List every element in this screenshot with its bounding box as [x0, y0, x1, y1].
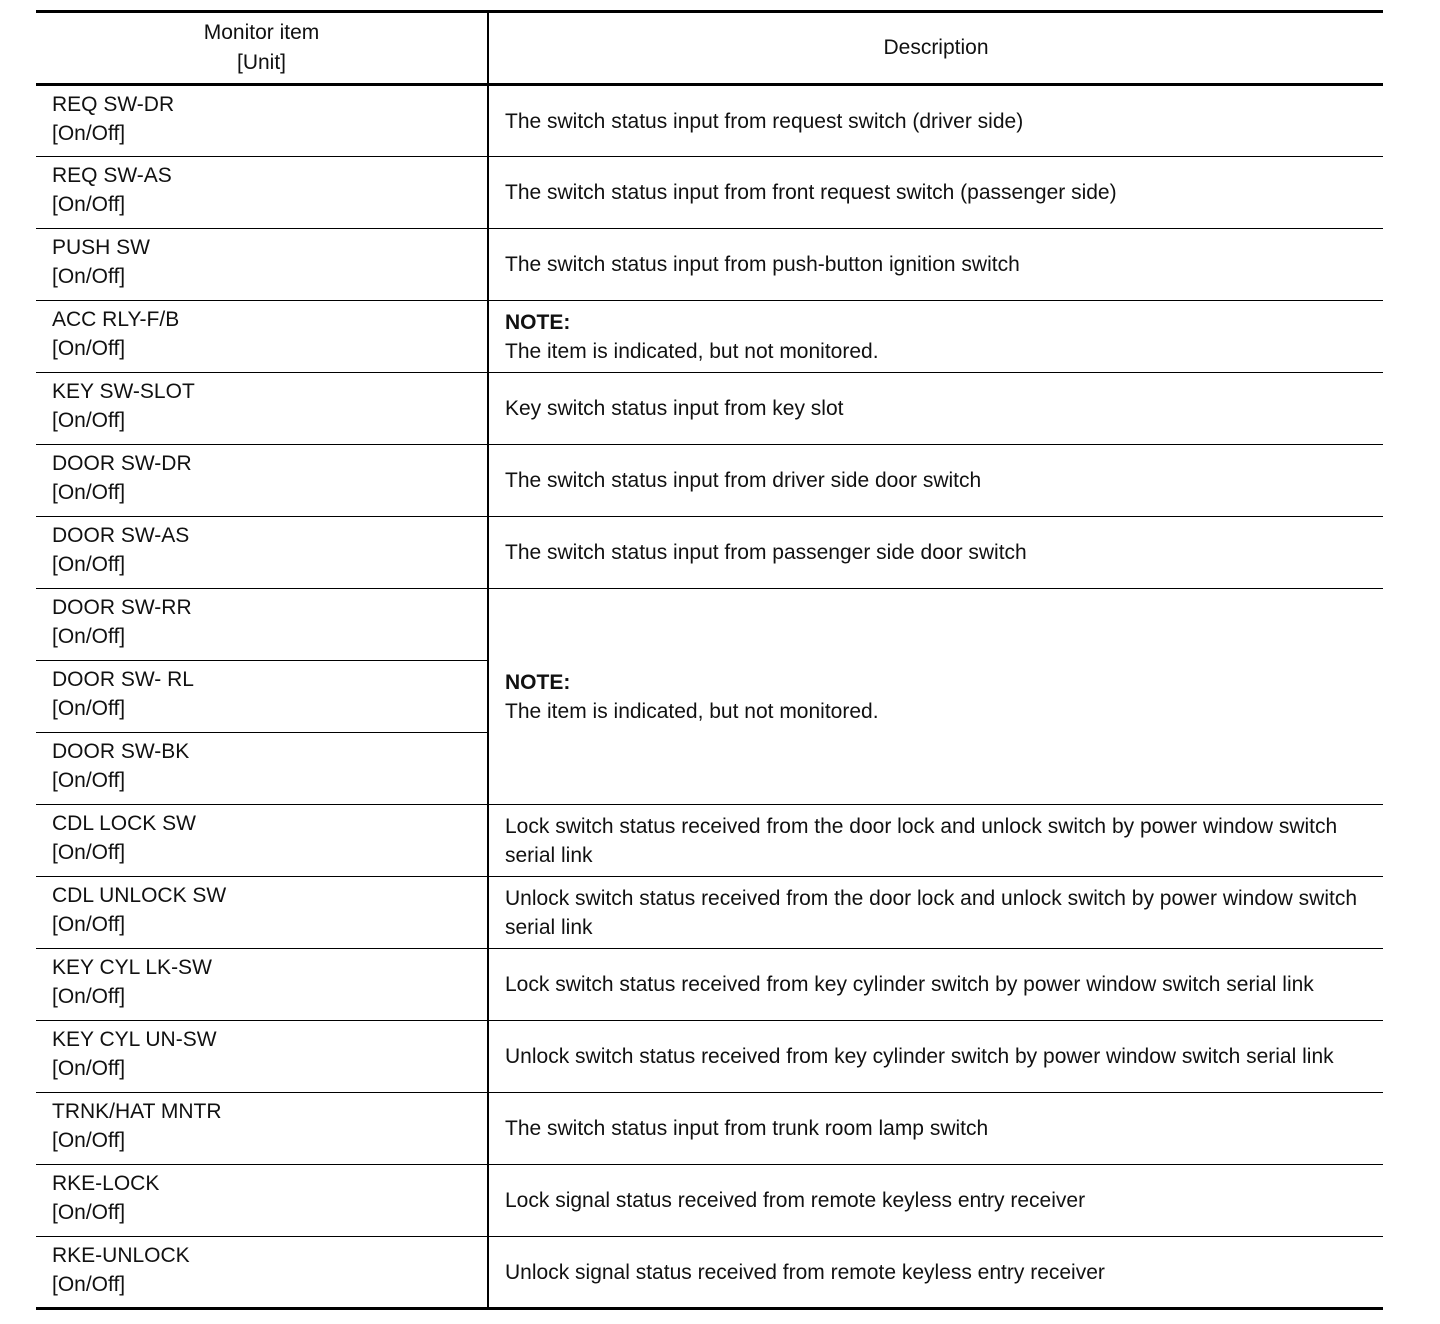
note-text: The item is indicated, but not monitored. — [505, 339, 879, 363]
table-row — [36, 1021, 1383, 1093]
monitor-item-name: DOOR SW-BK — [52, 740, 190, 763]
monitor-item-table-container — [36, 10, 1383, 1310]
table-row — [36, 85, 1383, 157]
description-cell — [488, 517, 1383, 589]
description-cell — [488, 1237, 1383, 1309]
monitor-item-cell — [36, 1093, 488, 1165]
table-row — [36, 1237, 1383, 1309]
description-cell — [488, 445, 1383, 517]
monitor-item-cell — [36, 1165, 488, 1237]
monitor-item-unit: [On/Off] — [52, 697, 126, 720]
description-cell — [488, 85, 1383, 157]
header-monitor-item-label: Monitor item — [203, 21, 320, 44]
monitor-item-cell — [36, 877, 488, 949]
description-text: The switch status input from passenger side door switch — [505, 541, 1027, 564]
description-cell — [488, 229, 1383, 301]
monitor-item-unit: [On/Off] — [52, 1201, 126, 1224]
monitor-item-unit: [On/Off] — [52, 985, 126, 1008]
table-row — [36, 805, 1383, 877]
description-text: The switch status input from request switch (driver side) — [505, 109, 1024, 133]
description-cell — [488, 949, 1383, 1021]
monitor-item-name: REQ SW-DR — [52, 93, 175, 116]
description-text: Lock switch status received from key cylinder switch by power window switch serial link — [505, 973, 1314, 996]
monitor-item-name: PUSH SW — [52, 236, 151, 259]
monitor-item-unit: [On/Off] — [52, 1273, 126, 1296]
monitor-item-cell — [36, 949, 488, 1021]
description-cell-merged — [488, 589, 1383, 805]
header-row — [36, 12, 1383, 85]
monitor-item-table — [36, 10, 1383, 1310]
monitor-item-name: DOOR SW-DR — [52, 452, 192, 475]
table-row — [36, 229, 1383, 301]
description-text: The switch status input from trunk room lamp switch — [505, 1117, 989, 1140]
monitor-item-cell — [36, 733, 488, 805]
monitor-item-unit: [On/Off] — [52, 481, 126, 504]
table-row — [36, 157, 1383, 229]
table-row — [36, 589, 1383, 661]
table-row — [36, 1165, 1383, 1237]
table-row — [36, 373, 1383, 445]
monitor-item-name: REQ SW-AS — [52, 164, 172, 187]
monitor-item-name: RKE-UNLOCK — [52, 1244, 190, 1267]
monitor-item-unit: [On/Off] — [52, 409, 126, 432]
table-row — [36, 301, 1383, 373]
monitor-item-unit: [On/Off] — [52, 913, 126, 936]
header-description — [488, 12, 1383, 85]
monitor-item-unit: [On/Off] — [52, 265, 126, 288]
description-cell — [488, 877, 1383, 949]
monitor-item-name: DOOR SW-AS — [52, 524, 190, 547]
monitor-item-cell — [36, 301, 488, 373]
note-text: The item is indicated, but not monitored. — [505, 699, 879, 723]
header-description-label: Description — [883, 36, 989, 59]
monitor-item-cell — [36, 661, 488, 733]
monitor-item-name: CDL LOCK SW — [52, 812, 196, 835]
monitor-item-unit: [On/Off] — [52, 841, 126, 864]
header-monitor-item — [36, 12, 488, 85]
monitor-item-name: TRNK/HAT MNTR — [52, 1100, 222, 1123]
description-text: Lock switch status received from the door lock and unlock switch by power window switch serial link — [505, 814, 1338, 867]
table-body — [36, 85, 1383, 1309]
monitor-item-cell — [36, 1021, 488, 1093]
table-row — [36, 445, 1383, 517]
monitor-item-cell — [36, 373, 488, 445]
description-cell — [488, 373, 1383, 445]
description-text: The switch status input from driver side door switch — [505, 469, 982, 492]
monitor-item-name: DOOR SW-RR — [52, 596, 192, 619]
description-text: Lock signal status received from remote keyless entry receiver — [505, 1189, 1086, 1212]
monitor-item-unit: [On/Off] — [52, 553, 126, 576]
monitor-item-unit: [On/Off] — [52, 122, 126, 145]
description-text: The switch status input from push-button ignition switch — [505, 253, 1020, 276]
monitor-item-cell — [36, 517, 488, 589]
monitor-item-name: KEY SW-SLOT — [52, 380, 195, 403]
monitor-item-cell — [36, 805, 488, 877]
monitor-item-unit: [On/Off] — [52, 1129, 126, 1152]
monitor-item-cell — [36, 445, 488, 517]
monitor-item-name: KEY CYL UN-SW — [52, 1028, 217, 1051]
description-cell — [488, 1021, 1383, 1093]
monitor-item-cell — [36, 85, 488, 157]
description-cell — [488, 301, 1383, 373]
description-cell — [488, 1093, 1383, 1165]
description-text: Unlock switch status received from key cylinder switch by power window switch serial link — [505, 1045, 1334, 1068]
note-title: NOTE: — [505, 310, 571, 334]
monitor-item-unit: [On/Off] — [52, 625, 126, 648]
description-text: Unlock signal status received from remote keyless entry receiver — [505, 1260, 1105, 1284]
description-cell — [488, 1165, 1383, 1237]
monitor-item-name: DOOR SW- RL — [52, 668, 194, 691]
monitor-item-name: ACC RLY-F/B — [52, 308, 180, 331]
monitor-item-cell — [36, 157, 488, 229]
table-row — [36, 877, 1383, 949]
header-unit-label: [Unit] — [236, 51, 286, 74]
monitor-item-unit: [On/Off] — [52, 769, 126, 792]
monitor-item-name: CDL UNLOCK SW — [52, 884, 227, 907]
table-row — [36, 517, 1383, 589]
note-title: NOTE: — [505, 670, 571, 694]
monitor-item-cell — [36, 229, 488, 301]
monitor-item-unit: [On/Off] — [52, 193, 126, 216]
description-text: Unlock switch status received from the door lock and unlock switch by power window switch serial link — [505, 886, 1358, 939]
description-cell — [488, 805, 1383, 877]
monitor-item-cell — [36, 1237, 488, 1309]
monitor-item-name: RKE-LOCK — [52, 1172, 160, 1195]
description-text: Key switch status input from key slot — [505, 397, 844, 420]
table-row — [36, 1093, 1383, 1165]
monitor-item-unit: [On/Off] — [52, 337, 126, 360]
description-cell — [488, 157, 1383, 229]
table-row — [36, 949, 1383, 1021]
monitor-item-cell — [36, 589, 488, 661]
table-header — [36, 12, 1383, 85]
description-text: The switch status input from front request switch (passenger side) — [505, 181, 1117, 204]
monitor-item-unit: [On/Off] — [52, 1057, 126, 1080]
monitor-item-name: KEY CYL LK-SW — [52, 956, 212, 979]
